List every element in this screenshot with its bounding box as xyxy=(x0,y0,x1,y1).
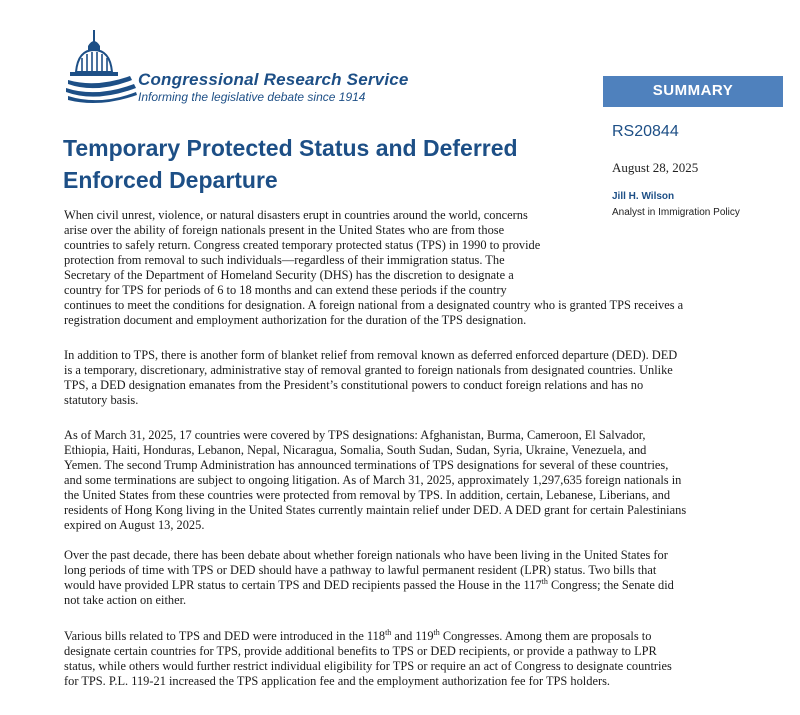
paragraph-line: status, while others would further restrict individual eligibility for TPS or require an act of Congress to designate countries xyxy=(64,659,672,673)
paragraph-line: designate certain countries for TPS, provide additional benefits to TPS or DED recipients, or provide a pathway to LPR xyxy=(64,644,657,658)
paragraph-intro xyxy=(64,208,683,328)
ordinal-suffix: th xyxy=(541,576,548,586)
paragraph-line: statutory basis. xyxy=(64,393,139,407)
paragraph-line: TPS, a DED designation emanates from the President’s constitutional powers to conduct foreign relations and has no xyxy=(64,378,644,392)
paragraph-line: Over the past decade, there has been debate about whether foreign nationals who have been living in the United States for xyxy=(64,548,668,562)
paragraph-line: continues to meet the conditions for designation. A foreign national from a designated country who is granted TPS receives a xyxy=(64,298,684,312)
line-text: and 119 xyxy=(391,629,434,643)
ordinal-suffix: th xyxy=(433,627,440,637)
paragraph-line: In addition to TPS, there is another form of blanket relief from removal known as deferred enforced departure (DED). DED xyxy=(64,348,678,362)
org-name: Congressional Research Service xyxy=(138,70,409,89)
paragraph-line: the United States from these countries were protected from removal by TPS. In addition, certain, Lebanese, Liberians, and xyxy=(64,488,671,502)
paragraph-ded xyxy=(64,348,754,408)
paragraph-line: countries to safely return. Congress created temporary protected status (TPS) in 1990 to provide xyxy=(64,238,541,252)
author-name: Jill H. Wilson xyxy=(612,191,675,202)
paragraph-line: Yemen. The second Trump Administration has announced terminations of TPS designations for several of these countries, xyxy=(64,458,669,472)
paragraph-line: Secretary of the Department of Homeland Security (DHS) has the discretion to designate a xyxy=(64,268,514,282)
document-title: Temporary Protected Status and Deferred Enforced Departure xyxy=(63,135,518,193)
paragraph-designations xyxy=(64,428,754,533)
paragraph-line: When civil unrest, violence, or natural disasters erupt in countries around the world, concerns xyxy=(64,208,528,222)
paragraph-line: country for TPS for periods of 6 to 18 months and can extend these periods if the country xyxy=(64,283,507,297)
paragraph-debate xyxy=(64,548,754,608)
paragraph-bills xyxy=(64,629,754,689)
paragraph-line: protection from removal to such individuals—regardless of their immigration status. The xyxy=(64,253,505,267)
paragraph-line: residents of Hong Kong living in the United States currently maintain relief under DED. A DED grant for certain Palestinians xyxy=(64,503,687,517)
line-text: Congresses. Among them are proposals to xyxy=(439,629,652,643)
line-text: Various bills related to TPS and DED were introduced in the 118 xyxy=(64,629,386,643)
org-tagline: Informing the legislative debate since 1914 xyxy=(138,90,366,104)
paragraph-line xyxy=(64,578,754,593)
paragraph-line: not take action on either. xyxy=(64,593,187,607)
paragraph-line: and some terminations are subject to ongoing litigation. As of March 31, 2025, approximately 1,297,635 foreign nationals in xyxy=(64,473,682,487)
ordinal-suffix: th xyxy=(385,627,392,637)
paragraph-line: arise over the ability of foreign nationals present in the United States who are from those xyxy=(64,223,505,237)
paragraph-line: for TPS. P.L. 119-21 increased the TPS application fee and the employment authorization fee for TPS holders. xyxy=(64,674,610,688)
line-text: would have provided LPR status to certain TPS and DED recipients passed the House in the 117 xyxy=(64,578,542,592)
paragraph-line xyxy=(64,629,754,644)
paragraph-line: As of March 31, 2025, 17 countries were covered by TPS designations: Afghanistan, Burma, Cameroon, El Salvador, xyxy=(64,428,646,442)
paragraph-line: expired on August 13, 2025. xyxy=(64,518,205,532)
line-text: Congress; the Senate did xyxy=(547,578,674,592)
paragraph-line: Ethiopia, Haiti, Honduras, Lebanon, Nepal, Nicaragua, Somalia, South Sudan, Sudan, Syria, Ukraine, Venezuela, and xyxy=(64,443,647,457)
author-title: Analyst in Immigration Policy xyxy=(612,207,740,218)
report-number: RS20844 xyxy=(612,123,679,140)
report-date: August 28, 2025 xyxy=(612,160,699,175)
summary-banner xyxy=(603,76,783,107)
crs-capitol-dome-logo xyxy=(66,28,138,106)
paragraph-line: is a temporary, discretionary, administrative stay of removal granted to foreign nationals from designated countries. Unlike xyxy=(64,363,673,377)
summary-label: SUMMARY xyxy=(652,82,734,99)
paragraph-line: long periods of time with TPS or DED should have a pathway to lawful permanent resident (LPR) status. Two bills that xyxy=(64,563,657,577)
paragraph-line: registration document and employment authorization for the duration of the TPS designation. xyxy=(64,313,527,327)
